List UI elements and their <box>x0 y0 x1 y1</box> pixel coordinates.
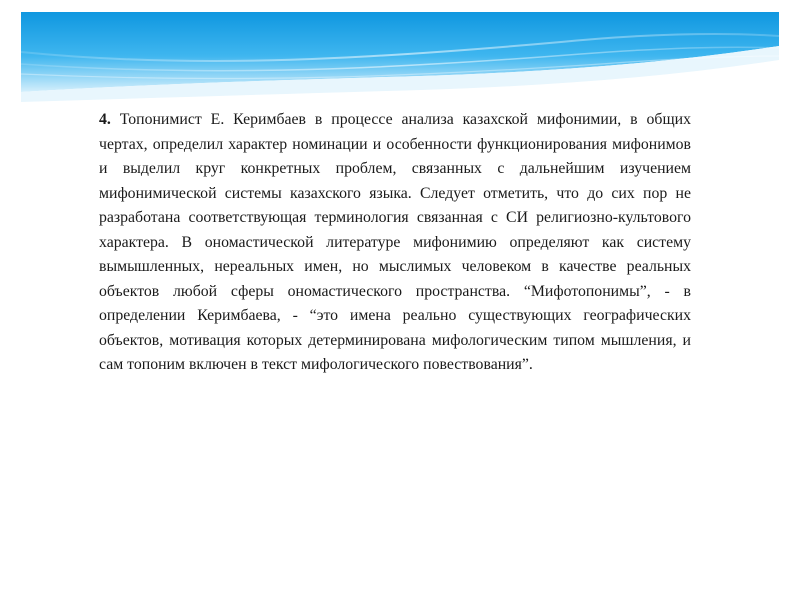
item-number: 4. <box>99 111 111 128</box>
header-banner <box>21 12 779 102</box>
wave-banner-graphic <box>21 12 779 102</box>
paragraph-text: Топонимист Е. Керимбаев в процессе анализа казахской мифонимии, в общих чертах, определил характер номинации и особенности функционирования мифонимов и выделил круг конкретных проблем, связанных с дальнейшим изучением мифонимической системы казахского языка. Следует отметить, что до сих пор не разработана соответствующая терминология связанная с СИ религиозно-культового характера. В ономастической литературе мифонимию определяют как систему вымышленных, нереальных имен, но мыслимых человеком в качестве реальных объектов любой сферы ономастического пространства. “Мифотопонимы”, - в определении Керимбаева, - “это имена реально существующих географических объектов, мотивация которых детерминирована мифологическим типом мышления, и сам топоним включен в текст мифологического повествования”. <box>99 111 691 373</box>
body-paragraph <box>99 108 691 378</box>
